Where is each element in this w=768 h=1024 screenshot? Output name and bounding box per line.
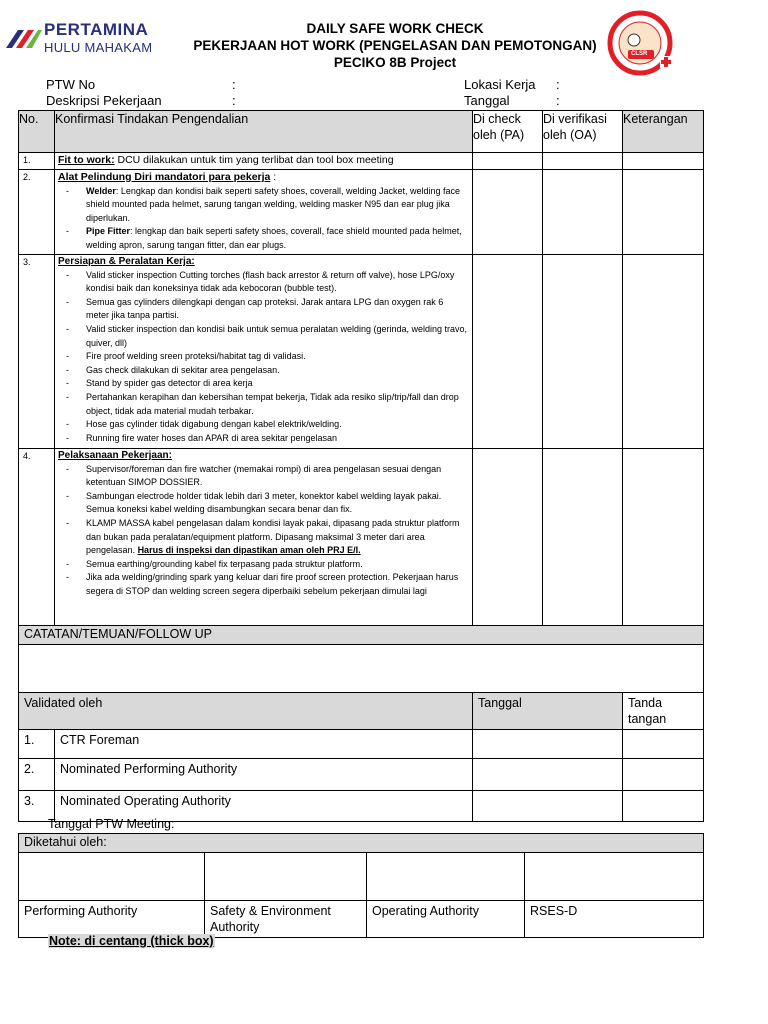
row-1-check-box[interactable] [473, 153, 543, 170]
col-keterangan-header: Keterangan [623, 111, 704, 153]
catatan-field[interactable] [19, 645, 704, 693]
col-no-header: No. [19, 111, 55, 153]
validated-row-3-sign[interactable] [623, 791, 704, 822]
tanggal-label: Tanggal [464, 93, 510, 108]
list-item: - Running fire water hoses dan APAR di area sekitar pengelasan [86, 432, 468, 446]
row-3-no: 3. [19, 255, 55, 449]
list-item: - Stand by spider gas detector di area kerja [86, 377, 468, 391]
row-1-keterangan[interactable] [623, 153, 704, 170]
ptw-no-label: PTW No [46, 77, 96, 92]
clsr-badge [604, 10, 676, 74]
role-safety-environment: Safety & Environment Authority [205, 901, 367, 938]
validated-row-3-date[interactable] [473, 791, 623, 822]
row-4-keterangan[interactable] [623, 449, 704, 626]
table-row [19, 153, 704, 170]
deskripsi-label: Deskripsi Pekerjaan [46, 93, 162, 108]
validated-row [19, 730, 704, 759]
list-item: - Supervisor/foreman dan fire watcher (memakai rompi) di area pengelasan sesuai dengan ketentuan SIMOP DOSSIER. [86, 463, 468, 490]
row-1-content [55, 153, 473, 170]
catatan-body-row [19, 645, 704, 693]
role-operating-authority: Operating Authority [367, 901, 525, 938]
validated-row-1-sign[interactable] [623, 730, 704, 759]
list-item [86, 185, 468, 226]
lokasi-label: Lokasi Kerja [464, 77, 536, 92]
row-2-keterangan[interactable] [623, 170, 704, 255]
item-bold: Pipe Fitter [86, 226, 131, 237]
col-verifikasi-header: Di verifikasi oleh (OA) [543, 111, 623, 153]
catatan-header-row [19, 626, 704, 645]
pertamina-logo-icon [4, 18, 44, 58]
logo-word-hulu-mahakam: HULU MAHAKAM [44, 40, 153, 55]
row-4-head: Pelaksanaan Pekerjaan: [58, 450, 172, 461]
list-item: - Valid sticker inspection Cutting torches (flash back arrestor & return off valve), hose LPG/oxy kondisi baik dan koneksinya tidak ada kebocoran (bubble test). [86, 269, 468, 296]
row-4-check-box[interactable] [473, 449, 543, 626]
table-row [19, 255, 704, 449]
row-1-text: DCU dilakukan untuk tim yang terlibat dan tool box meeting [114, 154, 394, 166]
col-konfirmasi-header: Konfirmasi Tindakan Pengendalian [55, 111, 473, 153]
table-row [19, 170, 704, 255]
sign-performing-authority[interactable] [19, 853, 205, 901]
pertamina-logo [4, 18, 176, 58]
list-item: - Valid sticker inspection dan kondisi baik untuk semua peralatan welding (gerinda, welding travo, quiver, dll) [86, 323, 468, 350]
diketahui-roles-row [19, 901, 704, 938]
table-row [19, 449, 704, 626]
checklist-table [18, 110, 704, 822]
table-header-row [19, 111, 704, 153]
diketahui-header-row [19, 834, 704, 853]
item-text: : Lengkap dan kondisi baik seperti safety shoes, coverall, welding Jacket, welding face shield mounted pada helmet, sarung tangan welding, welding masker N95 dan ear plug jika diperlukan. [86, 185, 461, 223]
row-4-content [55, 449, 473, 626]
col-check-header: Di check oleh (PA) [473, 111, 543, 153]
deskripsi-colon: : [232, 93, 236, 108]
item-bold-suffix: Harus di inspeksi dan dipastikan aman oleh PRJ E/I. [137, 545, 361, 556]
list-item: - Hose gas cylinder tidak digabung dengan kabel elektrik/welding. [86, 418, 468, 432]
validated-row-2-name: Nominated Performing Authority [55, 759, 473, 791]
ptw-no-colon: : [232, 77, 236, 92]
item-bold: Welder [86, 185, 116, 196]
row-3-head: Persiapan & Peralatan Kerja: [58, 256, 195, 267]
validated-header-row [19, 693, 704, 730]
row-2-verify-box[interactable] [543, 170, 623, 255]
list-item [86, 517, 468, 558]
row-1-verify-box[interactable] [543, 153, 623, 170]
row-4-verify-box[interactable] [543, 449, 623, 626]
sign-rses-d[interactable] [525, 853, 704, 901]
validated-row-2-no: 2. [19, 759, 55, 791]
item-text: : lengkap dan baik seperti safety shoes, coverall, face shield mounted pada helmet, welding apron, sarung tangan fitter, dan ear plugs. [86, 226, 462, 250]
lokasi-colon: : [556, 77, 560, 92]
validated-row-1-name: CTR Foreman [55, 730, 473, 759]
validated-tanda: Tanda tangan [623, 693, 704, 730]
list-item: - Gas check dilakukan di sekitar area pengelasan. [86, 364, 468, 378]
doc-title-line2: PEKERJAAN HOT WORK (PENGELASAN DAN PEMOTONGAN) [193, 38, 597, 53]
validated-row-2-sign[interactable] [623, 759, 704, 791]
row-2-check-box[interactable] [473, 170, 543, 255]
doc-title-line1: DAILY SAFE WORK CHECK [306, 21, 484, 36]
catatan-label: CATATAN/TEMUAN/FOLLOW UP [19, 626, 704, 645]
logo-word-pertamina: PERTAMINA [44, 20, 149, 39]
row-2-content [55, 170, 473, 255]
list-item: - Jika ada welding/grinding spark yang keluar dari fire proof screen protection. Pekerjaan harus segera di STOP dan welding screen segera diperbaiki sebelum pekerjaan dimulai lagi [86, 571, 468, 598]
diketahui-table [18, 833, 704, 938]
row-2-head: Alat Pelindung Diri mandatori para pekerja [58, 171, 271, 183]
list-item: - Fire proof welding sreen proteksi/habitat tag di validasi. [86, 350, 468, 364]
validated-row [19, 759, 704, 791]
row-2-head-suffix: : [270, 171, 277, 183]
row-3-content [55, 255, 473, 449]
diketahui-label: Diketahui oleh: [19, 834, 704, 853]
ptw-meeting-label: Tanggal PTW Meeting: [48, 817, 175, 831]
row-2-no: 2. [19, 170, 55, 255]
note-text: Note: di centang (thick box) [49, 934, 214, 948]
list-item: - Semua gas cylinders dilengkapi dengan cap proteksi. Jarak antara LPG dan oxygen rak 6 meter jika tanpa partisi. [86, 296, 468, 323]
diketahui-sign-row [19, 853, 704, 901]
list-item: - Semua earthing/grounding kabel fix terpasang pada struktur platform. [86, 558, 468, 572]
sign-safety-environment[interactable] [205, 853, 367, 901]
row-1-no: 1. [19, 153, 55, 170]
validated-label: Validated oleh [19, 693, 473, 730]
row-3-verify-box[interactable] [543, 255, 623, 449]
validated-row-1-no: 1. [19, 730, 55, 759]
sign-operating-authority[interactable] [367, 853, 525, 901]
row-3-check-box[interactable] [473, 255, 543, 449]
row-4-no: 4. [19, 449, 55, 626]
validated-row-3-no: 3. [19, 791, 55, 822]
role-performing-authority: Performing Authority [19, 901, 205, 938]
validated-row-3-name: Nominated Operating Authority [55, 791, 473, 822]
doc-title-line3: PECIKO 8B Project [333, 55, 457, 70]
clsr-badge-icon [604, 10, 676, 76]
validated-tanggal: Tanggal [473, 693, 623, 730]
validated-row-1-date[interactable] [473, 730, 623, 759]
validated-row-2-date[interactable] [473, 759, 623, 791]
item-text: KLAMP MASSA kabel pengelasan dalam kondisi layak pakai, dipasang pada struktur platform dan bukan pada peralatan/equipment platform. Dipasang maksimal 3 meter dari area pengelasan. [86, 517, 460, 556]
list-item: - Pertahankan kerapihan dan kebersihan tempat bekerja, Tidak ada resiko slip/trip/fall dan drop object, tidak ada material mudah terbakar. [86, 391, 468, 418]
list-item: - Sambungan electrode holder tidak lebih dari 3 meter, konektor kabel welding layak pakai. Semua koneksi kabel welding disambungkan secara benar dan fix. [86, 490, 468, 517]
role-rses-d: RSES-D [525, 901, 704, 938]
tanggal-colon: : [556, 93, 560, 108]
badge-text-bottom: CLSR [631, 51, 648, 57]
list-item [86, 225, 468, 252]
row-1-head: Fit to work: [58, 154, 115, 166]
row-3-keterangan[interactable] [623, 255, 704, 449]
